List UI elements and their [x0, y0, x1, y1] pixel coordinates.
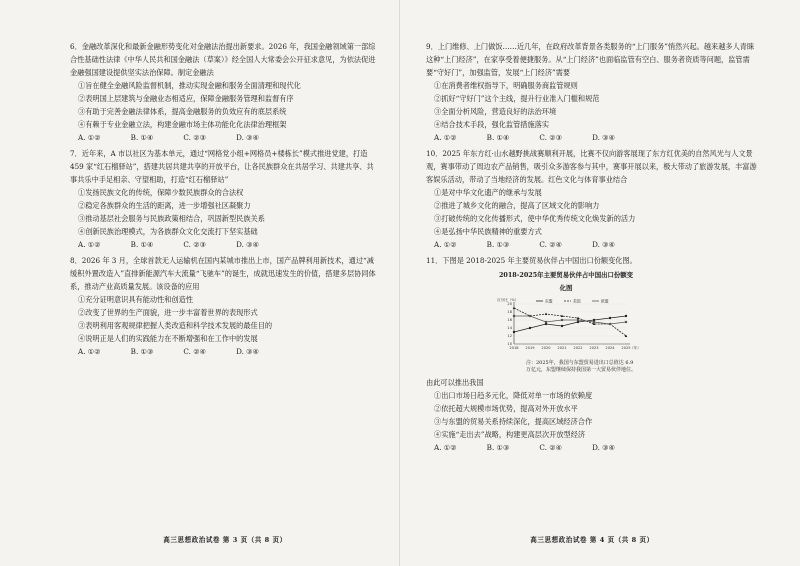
y-tick-label: 12: [507, 334, 512, 339]
question-8: [70, 254, 380, 358]
question-10: [426, 147, 760, 251]
data-point: [513, 307, 516, 309]
question-stem: 9．上门维修、上门做饭……近几年，在政府改革背景各类服务的“上门服务”悄然兴起。越来越多人青睐这种“上门经济”，在家享受着便捷服务。从“上门经济”也面临监管有空白、服务者资质等问题，监管需要“守好门”，加强监管，发展“上门经济”需要: [426, 42, 755, 77]
option-2: ②改变了世界的生产面貌，进一步丰富着世界的表现形式: [78, 308, 258, 317]
choice-c: C. ②④: [539, 240, 563, 249]
line-chart: [496, 296, 641, 356]
choice-d: D. ③④: [592, 133, 616, 142]
x-tick-label: 2020: [541, 346, 551, 350]
page-4: [400, 0, 800, 566]
data-point: [577, 319, 579, 321]
choice-d: D. ③④: [592, 240, 616, 249]
answer-choices: [426, 131, 760, 144]
option-1: ①发扬民族文化的传统，保障少数民族群众的合法权: [78, 188, 244, 197]
option-3: ③表明利用客观规律把握人类改造和科学技术发展的最佳目的: [78, 321, 273, 330]
choice-b: B. ①③: [130, 347, 154, 356]
data-point: [513, 315, 515, 317]
choice-c: C. ②③: [183, 133, 207, 142]
data-point: [529, 315, 531, 317]
question-9: [426, 40, 760, 144]
data-point: [561, 325, 563, 327]
answer-choices: [70, 131, 380, 144]
option-1: ①是对中华文化遗产的继承与发展: [434, 188, 542, 197]
option-4: ④有赖于专业金融立法，构建金融市场主体功能化化法律治理框架: [78, 120, 287, 129]
legend-label: 美国: [573, 298, 581, 304]
option-4: ④实施“走出去”战略，构建更高层次开放型经济: [434, 430, 586, 439]
data-point: [593, 321, 595, 323]
option-2: ②稳定各族群众的生活的距离，进一步增强社区凝聚力: [78, 201, 251, 210]
legend-label: 欧盟: [601, 298, 609, 304]
choice-c: C. ②④: [183, 347, 207, 356]
x-tick-label: 2023: [589, 346, 599, 350]
x-tick-label: 2022: [573, 346, 583, 350]
option-1: ①旨在健全金融风险监督机制，推动实现金融和服务全面清理和现代化: [78, 81, 301, 90]
choice-a: A. ①②: [78, 240, 101, 249]
question-stem: 10．2025 年东方红·山水越野挑战赛顺利开展，比赛不仅向游客展现了东方红优美的自然风光与人文景观，赛事带动了周边农产品销售，吸引众多游客参与其中，赛事开展以来，极大带动了旅游发展，丰富游客娱乐活动，带动了当地经济的发展。红色文化与体育事业结合: [426, 149, 757, 184]
question-7: [70, 147, 380, 251]
option-1: ①在消费者维权指导下，明确服务商监管规则: [434, 81, 578, 90]
data-point: [577, 321, 579, 323]
question-stem: 7．近年来，A 市以社区为基本单元，通过“网格党小组+网格员+楼栋长”模式推进党建，打造 459 家“红石榴驿站”，搭建共居共建共享的开放平台，让各民族群众在共居学习、共建共享、共事共乐中手足相亲、守望相助，打造“红石榴驿站”: [70, 149, 374, 184]
choice-d: D. ③④: [236, 133, 260, 142]
choice-a: A. ①②: [78, 347, 101, 356]
option-2: ②依托超大规模市场优势，提高对外开放水平: [434, 404, 578, 413]
question-6: [70, 40, 380, 144]
choice-b: B. ①③: [486, 240, 510, 249]
data-point: [545, 321, 547, 323]
choice-d: D. ③④: [592, 443, 616, 452]
choice-b: B. ①④: [486, 133, 510, 142]
question-stem: 11．下图是 2018-2025 年主要贸易伙伴占中国出口份额变化图。: [426, 256, 637, 265]
x-tick-label: 2025: [621, 346, 631, 350]
x-tick-label: 2024: [605, 346, 615, 350]
y-tick-label: 14: [507, 326, 512, 331]
choice-c: C. ②③: [539, 133, 563, 142]
choice-c: C. ②③: [183, 240, 207, 249]
option-4: ④是弘扬中华民族精神的重要方式: [434, 227, 542, 236]
option-3: ③全面分析风险，营造良好的法治环境: [434, 107, 557, 116]
data-point: [593, 319, 595, 321]
option-1: ①出口市场日趋多元化，降低对单一市场的依赖度: [434, 391, 593, 400]
option-2: ②推进了城乡文化的融合，提高了区域文化的影响力: [434, 201, 600, 210]
trade-share-chart: [496, 269, 641, 374]
y-tick-label: 18: [507, 310, 512, 315]
question-stem: 6．金融改革深化和最新金融形势变化对金融法治提出新要求。2026 年，我国金融领域第一部综合性基础性法律《中华人民共和国金融法（草案）》经全国人大常委会公开征求意见，为依法促进金融强国建设提供坚实法治保障。制定金融法: [70, 42, 376, 77]
page-footer: 高三思想政治试卷 第 4 页（共 8 页）: [530, 536, 654, 544]
answer-choices: [426, 238, 760, 251]
data-point: [577, 317, 580, 319]
option-3: ③推动基层社会服务与民族政策相结合，巩固新型民族关系: [78, 214, 265, 223]
question-lead: 由此可以推出我国: [426, 378, 484, 387]
legend-label: 东盟: [545, 298, 553, 304]
data-point: [561, 319, 563, 321]
x-axis-unit: （年）: [630, 346, 641, 350]
answer-choices: [70, 345, 380, 358]
series-line-2: [514, 308, 626, 336]
question-stem: 8．2026 年 3 月，全球首款无人运输机在国内某城市推出上市，国产品牌利用新技术，通过“减缓积外置改造入”直排新能源汽车大流量“飞驰车”的诞生，成就迅速发生的价值，搭建多层协同体系，推动产业高质量发展。该设备的应用: [70, 256, 376, 291]
choice-b: B. ①④: [130, 240, 154, 249]
choice-d: D. ③④: [236, 240, 260, 249]
option-3: ③有助于完善金融法律体系，提高金融服务的负效应有的底层系统: [78, 107, 287, 116]
x-tick-label: 2018: [509, 346, 519, 350]
data-point: [513, 331, 515, 333]
option-4: ④结合技术手段，强化监管措施落实: [434, 120, 550, 129]
y-tick-label: 20: [507, 302, 512, 307]
choice-a: A. ①②: [78, 133, 101, 142]
data-point: [625, 315, 627, 317]
y-tick-label: 10: [507, 342, 512, 347]
option-1: ①充分证明意识具有能动性和创造性: [78, 295, 194, 304]
option-2: ②抓好“守好门”这个主线，提升行业准入门槛和规范: [434, 94, 600, 103]
data-point: [545, 323, 547, 325]
choice-d: D. ③④: [236, 347, 260, 356]
answer-choices: [70, 238, 380, 251]
data-point: [529, 327, 531, 329]
option-4: ④创新民族治理模式，为各族群众文化交流打下坚实基础: [78, 227, 258, 236]
data-point: [609, 323, 611, 325]
choice-b: B. ①④: [130, 133, 154, 142]
question-11: [426, 254, 760, 454]
choice-b: B. ①③: [486, 443, 510, 452]
chart-title: 2018-2025年主要贸易伙伴占中国出口份额变化图: [498, 271, 634, 292]
x-tick-label: 2019: [525, 346, 535, 350]
choice-a: A. ①②: [434, 133, 457, 142]
x-tick-label: 2021: [557, 346, 567, 350]
option-2: ②表明国上层建筑与金融业态相适应，保障金融服务管理和监督有序: [78, 94, 294, 103]
choice-a: A. ①②: [434, 240, 457, 249]
option-3: ③与东盟的贸易关系持续深化，提高区域经济合作: [434, 417, 593, 426]
answer-choices: [426, 441, 760, 454]
chart-note: 注：2025年，我国与东盟贸易进出口总值达 6.9 万亿元，东盟继续保持我国第一大贸易伙伴地位。: [526, 360, 637, 373]
data-point: [625, 321, 627, 323]
choice-c: C. ②④: [539, 443, 563, 452]
page-footer: 高三思想政治试卷 第 3 页（共 8 页）: [163, 536, 287, 544]
option-4: ④说明正是人们的实践能力在不断增强和在工作中的发展: [78, 334, 258, 343]
data-point: [609, 317, 611, 319]
option-3: ③打破传统的文化传播形式，使中华优秀传统文化焕发新的活力: [434, 214, 636, 223]
choice-a: A. ①②: [434, 443, 457, 452]
y-axis-label: 百分比（%）: [497, 298, 519, 302]
y-tick-label: 16: [507, 318, 512, 323]
